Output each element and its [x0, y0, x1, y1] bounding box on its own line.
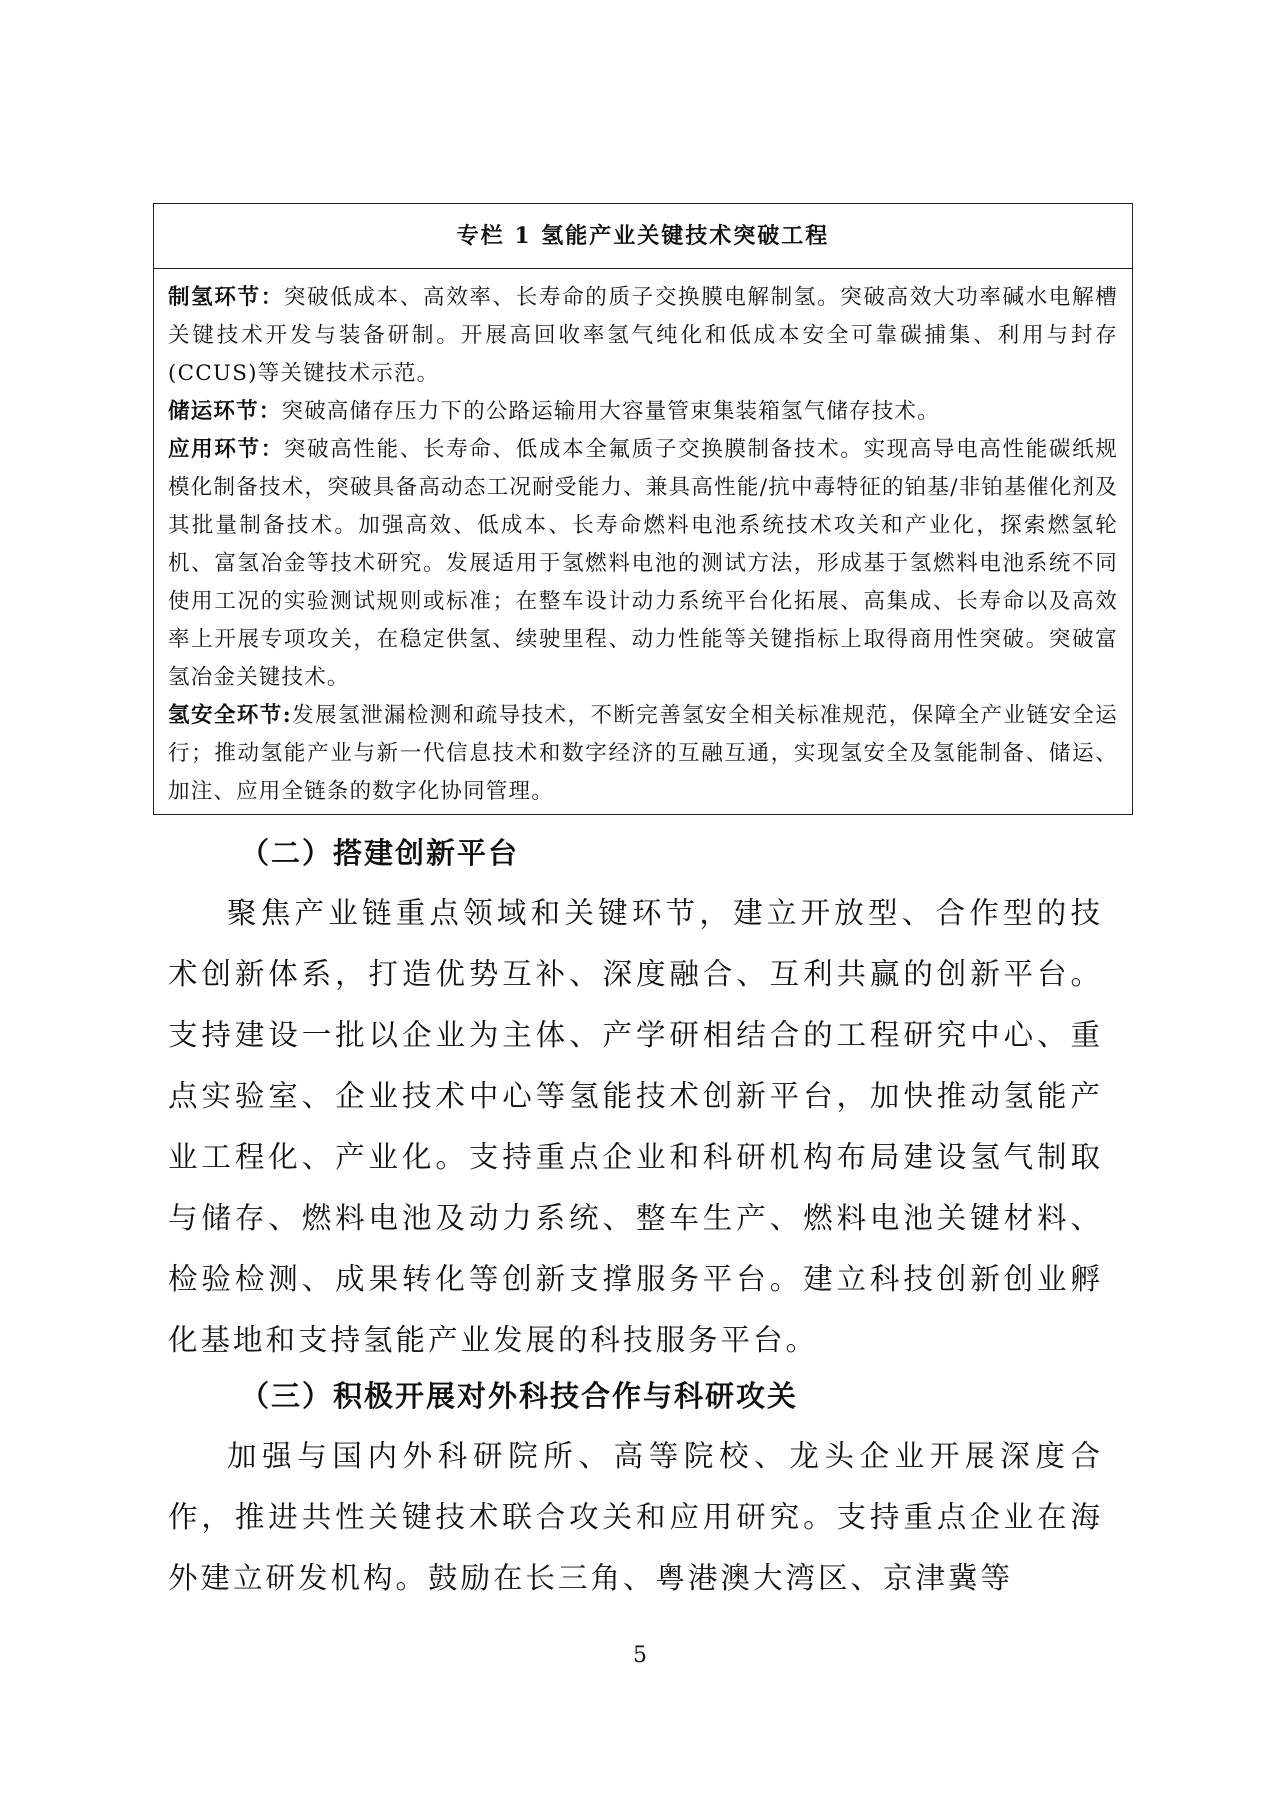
- item-label: 氢安全环节:: [168, 703, 292, 728]
- column-box: [153, 203, 1133, 815]
- section-paragraph-innovation-platform: 聚焦产业链重点领域和关键环节，建立开放型、合作型的技术创新体系，打造优势互补、深度融合、互利共赢的创新平台。支持建设一批以企业为主体、产学研相结合的工程研究中心、重点实验室、企业技术中心等氢能技术创新平台，加快推动氢能产业工程化、产业化。支持重点企业和科研机构布局建设氢气制取与储存、燃料电池及动力系统、整车生产、燃料电池关键材料、检验检测、成果转化等创新支撑服务平台。建立科技创新创业孵化基地和支持氢能产业发展的科技服务平台。: [168, 896, 1103, 1357]
- column-body: [154, 269, 1132, 811]
- page-number: 5: [633, 1643, 647, 1668]
- section-paragraph-cooperation: 加强与国内外科研院所、高等院校、龙头企业开展深度合作，推进共性关键技术联合攻关和应用研究。支持重点企业在海外建立研发机构。鼓励在长三角、粤港澳大湾区、京津冀等: [168, 1439, 1103, 1595]
- item-label: 应用环节：: [168, 437, 284, 462]
- item-label: 储运环节：: [168, 399, 282, 424]
- item-text: 突破低成本、高效率、长寿命的质子交换膜电解制氢。突破高效大功率碱水电解槽关键技术开发与装备研制。开展高回收率氢气纯化和低成本安全可靠碳捕集、利用与封存(CCUS)等关键技术示范。: [168, 285, 1118, 386]
- item-text: 突破高储存压力下的公路运输用大容量管束集装箱氢气储存技术。: [281, 399, 940, 424]
- column-title: 专栏 1 氢能产业关键技术突破工程: [154, 204, 1132, 269]
- column-item-hydrogen-production: [168, 279, 1118, 393]
- item-label: 制氢环节：: [168, 285, 284, 310]
- column-item-hydrogen-safety: [168, 697, 1118, 811]
- item-text: 发展氢泄漏检测和疏导技术，不断完善氢安全相关标准规范，保障全产业链安全运行；推动氢能产业与新一代信息技术和数字经济的互融互通，实现氢安全及氢能制备、储运、加注、应用全链条的数字化协同管理。: [168, 703, 1118, 804]
- column-item-storage-transport: [168, 393, 1118, 431]
- section-heading-cooperation: （三）积极开展对外科技合作与科研攻关: [240, 1379, 799, 1413]
- column-item-application: [168, 431, 1118, 697]
- section-heading-innovation-platform: （二）搭建创新平台: [240, 836, 520, 870]
- item-text: 突破高性能、长寿命、低成本全氟质子交换膜制备技术。实现高导电高性能碳纸规模化制备技术，突破具备高动态工况耐受能力、兼具高性能/抗中毒特征的铂基/非铂基催化剂及其批量制备技术。加强高效、低成本、长寿命燃料电池系统技术攻关和产业化，探索燃氢轮机、富氢冶金等技术研究。发展适用于氢燃料电池的测试方法，形成基于氢燃料电池系统不同使用工况的实验测试规则或标准；在整车设计动力系统平台化拓展、高集成、长寿命以及高效率上开展专项攻关，在稳定供氢、续驶里程、动力性能等关键指标上取得商用性突破。突破富氢冶金关键技术。: [168, 437, 1118, 690]
